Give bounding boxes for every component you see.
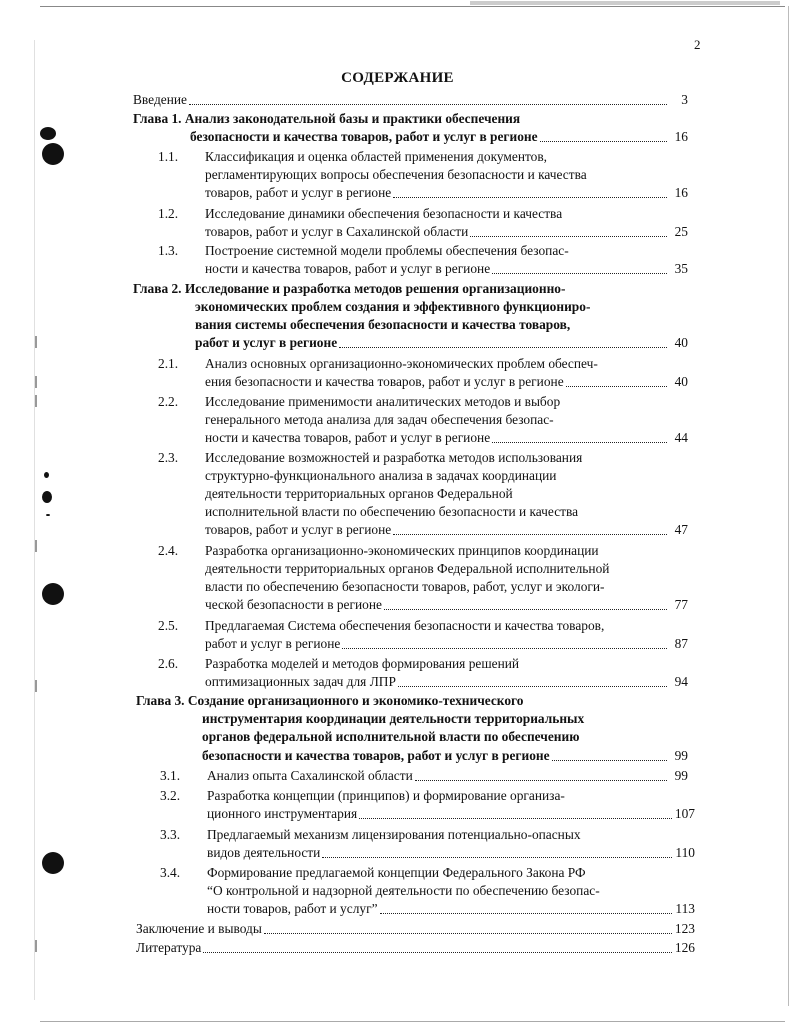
toc-entry-section-2-6[interactable]	[205, 673, 688, 691]
toc-page-number: 94	[674, 674, 688, 689]
toc-entry-section-3-4[interactable]	[207, 900, 695, 918]
section-number: 3.4.	[160, 865, 181, 880]
toc-entry-section-3-2[interactable]	[207, 805, 695, 823]
toc-entry-intro[interactable]	[133, 91, 688, 109]
toc-entry-label: Введение	[133, 92, 187, 107]
toc-entry-chapter-2[interactable]	[195, 334, 688, 352]
chapter-2-title-line[interactable]: экономических проблем создания и эффективного функциониро-	[195, 299, 591, 314]
section-3-2-line: ционного инструментария	[207, 806, 358, 821]
section-2-3-line[interactable]: деятельности территориальных органов Федеральной	[205, 486, 513, 501]
section-1-2-line: товаров, работ и услуг в Сахалинской области	[205, 224, 469, 239]
toc-entry-section-3-1[interactable]	[207, 767, 688, 785]
chapter-2-title-line: работ и услуг в регионе	[195, 335, 338, 350]
section-1-3-line[interactable]: Построение системной модели проблемы обеспечения безопас-	[205, 243, 569, 258]
section-3-4-line[interactable]: “О контрольной и надзорной деятельности по обеспечению безопас-	[207, 883, 600, 898]
section-number: 1.3.	[158, 243, 179, 258]
section-number: 3.2.	[160, 788, 181, 803]
section-1-3-line: ности и качества товаров, работ и услуг в регионе	[205, 261, 491, 276]
section-2-6-line: оптимизационных задач для ЛПР	[205, 674, 396, 689]
section-3-1-line: Анализ опыта Сахалинской области	[207, 768, 413, 783]
toc-page-number: 35	[674, 261, 688, 276]
chapter-3-title-line[interactable]: инструментария координации деятельности территориальных	[202, 711, 585, 726]
section-number: 2.1.	[158, 356, 179, 371]
section-2-3-line[interactable]: структурно-функционального анализа в задачах координации	[205, 468, 557, 483]
toc-page-number: 110	[675, 845, 695, 860]
dot-leader	[393, 196, 667, 198]
section-number: 2.4.	[158, 543, 179, 558]
toc-page-number: 126	[674, 940, 695, 955]
section-number: 2.2.	[158, 394, 179, 409]
section-3-3-line: видов деятельности	[207, 845, 321, 860]
dot-leader	[203, 951, 672, 953]
toc-page-number: 123	[674, 921, 695, 936]
toc-page-number: 107	[674, 806, 695, 821]
section-2-4-line[interactable]: Разработка организационно-экономических принципов координации	[205, 543, 599, 558]
dot-leader	[339, 346, 667, 348]
section-number: 3.3.	[160, 827, 181, 842]
section-2-5-line: работ и услуг в регионе	[205, 636, 341, 651]
toc-entry-section-1-2[interactable]	[205, 223, 688, 241]
toc-page-number: 3	[681, 92, 688, 107]
toc-entry-section-1-1[interactable]	[205, 184, 688, 202]
section-number: 1.1.	[158, 149, 179, 164]
section-1-1-line[interactable]: регламентирующих вопросы обеспечения безопасности и качества	[205, 167, 587, 182]
toc-entry-section-2-4[interactable]	[205, 596, 688, 614]
chapter-2-title-line[interactable]: Глава 2. Исследование и разработка методов решения организационно-	[133, 281, 566, 296]
chapter-3-title-line[interactable]: Глава 3. Создание организационного и экономико-технического	[136, 693, 524, 708]
toc-page-number: 25	[674, 224, 688, 239]
toc-entry-section-2-2[interactable]	[205, 429, 688, 447]
section-2-2-line: ности и качества товаров, работ и услуг в регионе	[205, 430, 491, 445]
dot-leader	[264, 932, 672, 934]
section-number: 2.6.	[158, 656, 179, 671]
section-2-5-line[interactable]: Предлагаемая Система обеспечения безопасности и качества товаров,	[205, 618, 605, 633]
toc-entry-section-2-3[interactable]	[205, 521, 688, 539]
dot-leader	[540, 140, 667, 142]
toc-page-number: 44	[674, 430, 688, 445]
section-number: 3.1.	[160, 768, 181, 783]
toc-page-number: 47	[674, 522, 688, 537]
section-number: 2.3.	[158, 450, 179, 465]
dot-leader	[566, 385, 667, 387]
section-3-2-line[interactable]: Разработка концепции (принципов) и формирование организа-	[207, 788, 565, 803]
toc-entry-conclusion[interactable]	[136, 920, 695, 938]
section-2-1-line: ения безопасности и качества товаров, работ и услуг в регионе	[205, 374, 564, 389]
dot-leader	[470, 235, 667, 237]
dot-leader	[322, 856, 672, 858]
chapter-3-title-line[interactable]: органов федеральной исполнительной власти по обеспечению	[202, 729, 580, 744]
toc-page-number: 40	[674, 374, 688, 389]
toc-page-number: 40	[674, 335, 688, 350]
page-number: 2	[694, 37, 701, 52]
dot-leader	[492, 272, 667, 274]
page-title: СОДЕРЖАНИЕ	[341, 70, 454, 86]
dot-leader	[398, 685, 667, 687]
section-2-1-line[interactable]: Анализ основных организационно-экономических проблем обеспеч-	[205, 356, 598, 371]
section-2-3-line[interactable]: Исследование возможностей и разработка методов использования	[205, 450, 583, 465]
toc-page-number: 113	[675, 901, 695, 916]
dot-leader	[552, 759, 667, 761]
chapter-2-title-line[interactable]: вания системы обеспечения безопасности и качества товаров,	[195, 317, 571, 332]
section-3-4-line: ности товаров, работ и услуг”	[207, 901, 378, 916]
toc-page-number: 77	[674, 597, 688, 612]
toc-page-number: 99	[674, 768, 688, 783]
toc-entry-label: Литература	[136, 940, 202, 955]
section-3-3-line[interactable]: Предлагаемый механизм лицензирования потенциально-опасных	[207, 827, 581, 842]
section-2-3-line[interactable]: исполнительной власти по обеспечению безопасности и качества	[205, 504, 579, 519]
toc-entry-chapter-1[interactable]	[190, 128, 688, 146]
section-number: 1.2.	[158, 206, 179, 221]
toc-entry-chapter-3[interactable]	[202, 747, 688, 765]
toc-page-number: 87	[674, 636, 688, 651]
chapter-1-title-line: безопасности и качества товаров, работ и услуг в регионе	[190, 129, 538, 144]
toc-entry-label: Заключение и выводы	[136, 921, 262, 936]
section-1-1-line: товаров, работ и услуг в регионе	[205, 185, 392, 200]
toc-page-number: 16	[674, 185, 688, 200]
dot-leader	[415, 779, 667, 781]
section-1-1-line[interactable]: Классификация и оценка областей применения документов,	[205, 149, 548, 164]
chapter-3-title-line: безопасности и качества товаров, работ и услуг в регионе	[202, 748, 550, 763]
section-number: 2.5.	[158, 618, 179, 633]
section-2-4-line[interactable]: деятельности территориальных органов Федеральной исполнительной	[205, 561, 610, 576]
toc-page-number: 99	[674, 748, 688, 763]
section-2-2-line[interactable]: генерального метода анализа для задач обеспечения безопас-	[205, 412, 554, 427]
toc-entry-section-2-1[interactable]	[205, 373, 688, 391]
section-2-3-line: товаров, работ и услуг в регионе	[205, 522, 392, 537]
toc-entry-section-2-5[interactable]	[205, 635, 688, 653]
section-2-4-line: ческой безопасности в регионе	[205, 597, 382, 612]
section-1-2-line[interactable]: Исследование динамики обеспечения безопасности и качества	[205, 206, 563, 221]
dot-leader	[189, 103, 667, 105]
dot-leader	[359, 817, 672, 819]
dot-leader	[492, 441, 667, 443]
dot-leader	[380, 912, 673, 914]
section-2-6-line[interactable]: Разработка моделей и методов формирования решений	[205, 656, 520, 671]
section-3-4-line[interactable]: Формирование предлагаемой концепции Федерального Закона РФ	[207, 865, 586, 880]
toc-entry-literature[interactable]	[136, 939, 695, 957]
section-2-4-line[interactable]: власти по обеспечению безопасности товаров, работ, услуг и экологи-	[205, 579, 605, 594]
chapter-1-title-line[interactable]: Глава 1. Анализ законодательной базы и практики обеспечения	[133, 111, 521, 126]
toc-entry-section-1-3[interactable]	[205, 260, 688, 278]
toc-page-number: 16	[674, 129, 688, 144]
dot-leader	[342, 647, 667, 649]
dot-leader	[384, 608, 667, 610]
toc-entry-section-3-3[interactable]	[207, 844, 695, 862]
section-2-2-line[interactable]: Исследование применимости аналитических методов и выбор	[205, 394, 561, 409]
dot-leader	[393, 533, 667, 535]
